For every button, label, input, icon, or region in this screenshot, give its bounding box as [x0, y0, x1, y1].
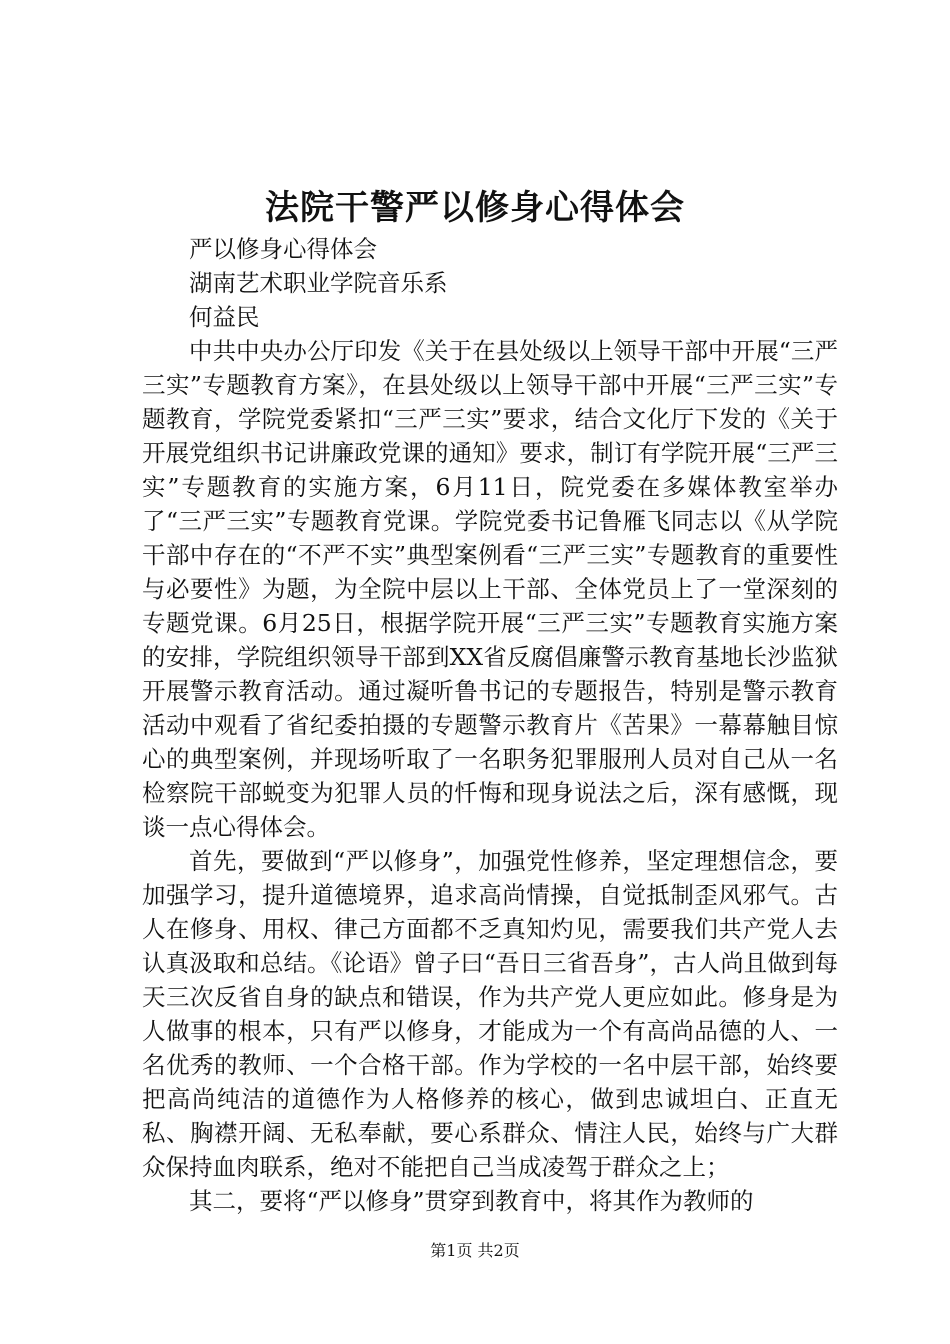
page-footer: 第1页 共2页	[430, 1241, 520, 1260]
author-line: 何益民	[189, 303, 260, 331]
affiliation-line: 湖南艺术职业学院音乐系	[189, 269, 448, 297]
subtitle-line: 严以修身心得体会	[189, 235, 377, 263]
document-title: 法院干警严以修身心得体会	[265, 188, 685, 228]
paragraph-2: 首先，要做到“严以修身”，加强党性修养，坚定理想信念，要加强学习，提升道德境界，追求高尚情操，自觉抵制歪风邪气。古人在修身、用权、律己方面都不乏真知灼见，需要我们共产党人去认真汲取和总结。《论语》曾子曰“吾日三省吾身”，古人尚且做到每天三次反省自身的缺点和错误，作为共产党人更应如此。修身是为人做事的根本，只有严以修身，才能成为一个有高尚品德的人、一名优秀的教师、一个合格干部。作为学校的一名中层干部，始终要把高尚纯洁的道德作为人格修养的核心，做到忠诚坦白、正直无私、胸襟开阔、无私奉献，要心系群众、情注人民，始终与广大群众保持血肉联系，绝对不能把自己当成凌驾于群众之上；	[142, 847, 838, 1181]
document-body	[142, 232, 838, 1218]
paragraph-3: 其二，要将“严以修身”贯穿到教育中，将其作为教师的	[189, 1187, 754, 1215]
paragraph-1: 中共中央办公厅印发《关于在县处级以上领导干部中开展“三严三实”专题教育方案》，在县处级以上领导干部中开展“三严三实”专题教育，学院党委紧扣“三严三实”要求，结合文化厅下发的《关于开展党组织书记讲廉政党课的通知》要求，制订有学院开展“三严三实”专题教育的实施方案，6月11日，院党委在多媒体教室举办了“三严三实”专题教育党课。学院党委书记鲁雁飞同志以《从学院干部中存在的“不严不实”典型案例看“三严三实”专题教育的重要性与必要性》为题，为全院中层以上干部、全体党员上了一堂深刻的专题党课。6月25日，根据学院开展“三严三实”专题教育实施方案的安排，学院组织领导干部到XX省反腐倡廉警示教育基地长沙监狱开展警示教育活动。通过凝听鲁书记的专题报告，特别是警示教育活动中观看了省纪委拍摄的专题警示教育片《苦果》一幕幕触目惊心的典型案例，并现场听取了一名职务犯罪服刑人员对自己从一名检察院干部蜕变为犯罪人员的忏悔和现身说法之后，深有感慨，现谈一点心得体会。	[142, 337, 838, 841]
